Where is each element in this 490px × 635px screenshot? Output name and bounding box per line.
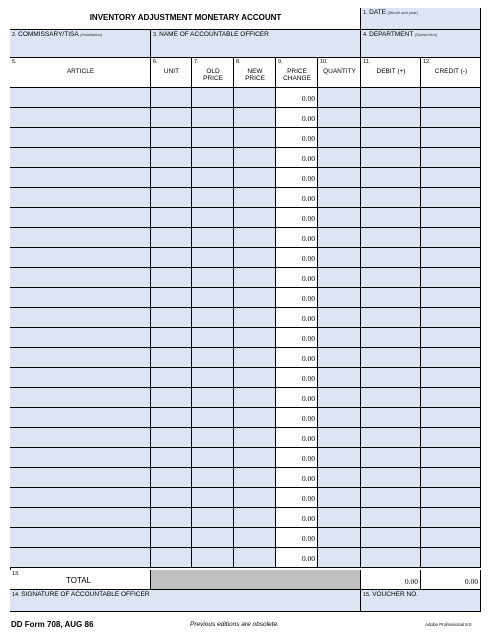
column-label: QUANTITY [323, 68, 356, 75]
price-change-cell [276, 208, 318, 228]
table-cell[interactable] [318, 228, 361, 248]
price-change-value: 0.00 [301, 354, 315, 363]
table-cell[interactable] [10, 308, 151, 328]
table-cell[interactable] [318, 388, 361, 408]
price-change-value: 0.00 [301, 414, 315, 423]
table-cell[interactable] [361, 128, 421, 148]
table-cell[interactable] [421, 348, 481, 368]
form-id: DD Form 708, AUG 86 [11, 620, 94, 629]
table-cell[interactable] [234, 188, 276, 208]
table-cell[interactable] [318, 288, 361, 308]
table-cell[interactable] [318, 488, 361, 508]
table-cell[interactable] [421, 408, 481, 428]
department-field[interactable] [361, 30, 481, 58]
table-cell[interactable] [192, 168, 234, 188]
column-number: 11. [363, 59, 371, 65]
signature-field[interactable] [10, 590, 361, 612]
price-change-cell [276, 508, 318, 528]
price-change-value: 0.00 [301, 474, 315, 483]
table-cell[interactable] [318, 188, 361, 208]
column-number: 12. [423, 59, 431, 65]
price-change-value: 0.00 [301, 494, 315, 503]
table-cell[interactable] [10, 268, 151, 288]
table-cell[interactable] [361, 448, 421, 468]
table-cell[interactable] [361, 388, 421, 408]
table-cell[interactable] [192, 208, 234, 228]
table-cell[interactable] [234, 488, 276, 508]
column-header [10, 58, 151, 88]
table-cell[interactable] [151, 348, 192, 368]
table-cell[interactable] [361, 108, 421, 128]
price-change-value: 0.00 [301, 314, 315, 323]
table-cell[interactable] [10, 108, 151, 128]
table-cell[interactable] [318, 168, 361, 188]
price-change-cell [276, 108, 318, 128]
table-cell[interactable] [318, 88, 361, 108]
table-cell[interactable] [192, 148, 234, 168]
price-change-cell [276, 368, 318, 388]
table-cell[interactable] [361, 348, 421, 368]
price-change-cell [276, 268, 318, 288]
table-cell[interactable] [421, 188, 481, 208]
table-cell[interactable] [361, 288, 421, 308]
column-number: 5. [12, 59, 17, 65]
table-cell[interactable] [10, 368, 151, 388]
table-cell[interactable] [234, 288, 276, 308]
table-cell[interactable] [192, 348, 234, 368]
table-cell[interactable] [151, 428, 192, 448]
table-cell[interactable] [234, 528, 276, 548]
table-cell[interactable] [192, 468, 234, 488]
table-cell[interactable] [10, 508, 151, 528]
table-cell[interactable] [361, 368, 421, 388]
table-cell[interactable] [192, 488, 234, 508]
department-num: 4. [363, 32, 368, 38]
table-cell[interactable] [151, 168, 192, 188]
table-cell[interactable] [10, 408, 151, 428]
price-change-value: 0.00 [301, 254, 315, 263]
table-cell[interactable] [361, 528, 421, 548]
price-change-value: 0.00 [301, 374, 315, 383]
table-cell[interactable] [234, 348, 276, 368]
table-cell[interactable] [192, 108, 234, 128]
table-cell[interactable] [421, 288, 481, 308]
column-header [192, 58, 234, 88]
column-label: NEW PRICE [245, 68, 265, 82]
voucher-num: 15. [363, 592, 371, 598]
date-hint: (Month and year) [387, 10, 418, 15]
table-cell[interactable] [192, 328, 234, 348]
table-cell[interactable] [421, 368, 481, 388]
total-label-cell [10, 570, 151, 590]
table-cell[interactable] [151, 388, 192, 408]
table-cell[interactable] [421, 268, 481, 288]
table-cell[interactable] [361, 148, 421, 168]
table-cell[interactable] [192, 248, 234, 268]
table-cell[interactable] [192, 428, 234, 448]
table-cell[interactable] [421, 88, 481, 108]
table-cell[interactable] [318, 508, 361, 528]
table-cell[interactable] [192, 88, 234, 108]
total-credit-cell [421, 570, 481, 590]
price-change-value: 0.00 [301, 194, 315, 203]
price-change-cell [276, 328, 318, 348]
table-cell[interactable] [318, 368, 361, 388]
table-cell[interactable] [151, 188, 192, 208]
column-header [276, 58, 318, 88]
table-cell[interactable] [318, 248, 361, 268]
table-cell[interactable] [151, 368, 192, 388]
table-cell[interactable] [10, 328, 151, 348]
table-cell[interactable] [151, 508, 192, 528]
price-change-value: 0.00 [301, 94, 315, 103]
table-cell[interactable] [234, 328, 276, 348]
commissary-num: 2. [12, 32, 17, 38]
table-cell[interactable] [192, 228, 234, 248]
voucher-label: VOUCHER NO. [372, 591, 419, 598]
column-label: CREDIT (-) [434, 68, 468, 75]
table-cell[interactable] [192, 288, 234, 308]
table-cell[interactable] [192, 528, 234, 548]
table-cell[interactable] [10, 528, 151, 548]
table-cell[interactable] [10, 208, 151, 228]
table-cell[interactable] [10, 488, 151, 508]
price-change-cell [276, 428, 318, 448]
total-num: 13. [12, 571, 20, 577]
table-cell[interactable] [318, 308, 361, 328]
table-cell[interactable] [318, 548, 361, 568]
table-cell[interactable] [234, 368, 276, 388]
signature-num: 14. [12, 592, 20, 598]
price-change-cell [276, 168, 318, 188]
commissary-label: COMMISSARY/TISA [18, 31, 79, 38]
table-cell[interactable] [234, 308, 276, 328]
table-cell[interactable] [151, 328, 192, 348]
table-cell[interactable] [234, 448, 276, 468]
table-cell[interactable] [421, 388, 481, 408]
table-cell[interactable] [421, 488, 481, 508]
software-note: Adobe Professional 8.0 [425, 622, 472, 627]
table-cell[interactable] [318, 468, 361, 488]
table-cell[interactable] [361, 208, 421, 228]
price-change-value: 0.00 [301, 214, 315, 223]
table-cell[interactable] [421, 168, 481, 188]
table-cell[interactable] [421, 508, 481, 528]
table-cell[interactable] [10, 88, 151, 108]
table-cell[interactable] [234, 248, 276, 268]
table-cell[interactable] [421, 128, 481, 148]
table-cell[interactable] [361, 308, 421, 328]
price-change-value: 0.00 [301, 554, 315, 563]
column-label: PRICE CHANGE [283, 68, 311, 82]
table-cell[interactable] [151, 308, 192, 328]
signature-label: SIGNATURE OF ACCOUNTABLE OFFICER [21, 591, 150, 598]
total-debit: 0.00 [404, 577, 418, 586]
column-header [151, 58, 192, 88]
table-cell[interactable] [421, 528, 481, 548]
total-label: TOTAL [66, 576, 92, 585]
table-cell[interactable] [10, 428, 151, 448]
price-change-cell [276, 488, 318, 508]
table-cell[interactable] [318, 128, 361, 148]
table-cell[interactable] [361, 468, 421, 488]
table-cell[interactable] [234, 148, 276, 168]
table-cell[interactable] [151, 128, 192, 148]
table-cell[interactable] [318, 148, 361, 168]
price-change-value: 0.00 [301, 434, 315, 443]
price-change-value: 0.00 [301, 234, 315, 243]
table-cell[interactable] [10, 448, 151, 468]
table-cell[interactable] [192, 408, 234, 428]
price-change-cell [276, 408, 318, 428]
price-change-cell [276, 388, 318, 408]
price-change-cell [276, 548, 318, 568]
table-cell[interactable] [361, 508, 421, 528]
officer-name-field[interactable] [151, 30, 361, 58]
price-change-value: 0.00 [301, 274, 315, 283]
table-cell[interactable] [234, 428, 276, 448]
table-cell[interactable] [234, 548, 276, 568]
table-cell[interactable] [10, 188, 151, 208]
table-cell[interactable] [361, 328, 421, 348]
table-cell[interactable] [361, 488, 421, 508]
column-number: 6. [153, 59, 158, 65]
table-cell[interactable] [10, 248, 151, 268]
column-header [318, 58, 361, 88]
table-cell[interactable] [10, 348, 151, 368]
price-change-value: 0.00 [301, 294, 315, 303]
table-cell[interactable] [151, 448, 192, 468]
table-cell[interactable] [234, 128, 276, 148]
table-cell[interactable] [318, 528, 361, 548]
table-cell[interactable] [10, 148, 151, 168]
column-label: UNIT [163, 68, 180, 75]
table-cell[interactable] [192, 508, 234, 528]
table-cell[interactable] [318, 348, 361, 368]
table-cell[interactable] [151, 468, 192, 488]
price-change-cell [276, 288, 318, 308]
date-field[interactable] [361, 8, 481, 30]
table-cell[interactable] [151, 208, 192, 228]
table-cell[interactable] [234, 468, 276, 488]
table-cell[interactable] [192, 268, 234, 288]
table-cell[interactable] [151, 488, 192, 508]
table-cell[interactable] [151, 548, 192, 568]
table-cell[interactable] [318, 108, 361, 128]
table-cell[interactable] [421, 468, 481, 488]
officer-num: 3. [153, 32, 158, 38]
table-cell[interactable] [421, 448, 481, 468]
table-cell[interactable] [10, 468, 151, 488]
table-cell[interactable] [361, 188, 421, 208]
table-cell[interactable] [192, 128, 234, 148]
date-num: 1. [363, 10, 368, 16]
date-label: DATE [369, 9, 386, 16]
table-cell[interactable] [151, 108, 192, 128]
table-cell[interactable] [318, 208, 361, 228]
table-cell[interactable] [151, 268, 192, 288]
table-cell[interactable] [234, 208, 276, 228]
table-cell[interactable] [192, 388, 234, 408]
table-cell[interactable] [151, 248, 192, 268]
table-cell[interactable] [234, 88, 276, 108]
table-cell[interactable] [10, 228, 151, 248]
column-header [234, 58, 276, 88]
table-cell[interactable] [421, 108, 481, 128]
table-cell[interactable] [421, 148, 481, 168]
table-cell[interactable] [318, 448, 361, 468]
table-cell[interactable] [421, 328, 481, 348]
price-change-value: 0.00 [301, 134, 315, 143]
price-change-value: 0.00 [301, 454, 315, 463]
price-change-cell [276, 448, 318, 468]
table-cell[interactable] [151, 528, 192, 548]
table-cell[interactable] [421, 208, 481, 228]
total-debit-cell [361, 570, 421, 590]
column-label: DEBIT (+) [376, 68, 406, 75]
commissary-hint: (Installation) [80, 32, 103, 37]
table-cell[interactable] [234, 268, 276, 288]
price-change-cell [276, 248, 318, 268]
price-change-cell [276, 128, 318, 148]
price-change-cell [276, 88, 318, 108]
table-cell[interactable] [10, 128, 151, 148]
department-label: DEPARTMENT [369, 31, 414, 38]
commissary-field[interactable] [10, 30, 151, 58]
table-cell[interactable] [151, 148, 192, 168]
table-cell[interactable] [421, 308, 481, 328]
title-cell [10, 8, 361, 30]
column-label: OLD PRICE [203, 68, 223, 82]
column-number: 9. [278, 59, 283, 65]
column-number: 10. [320, 59, 328, 65]
table-cell[interactable] [361, 428, 421, 448]
table-cell[interactable] [421, 228, 481, 248]
table-cell[interactable] [234, 108, 276, 128]
table-cell[interactable] [234, 168, 276, 188]
column-label: ARTICLE [66, 68, 95, 75]
price-change-value: 0.00 [301, 114, 315, 123]
table-cell[interactable] [192, 368, 234, 388]
column-header [361, 58, 421, 88]
table-cell[interactable] [361, 408, 421, 428]
price-change-cell [276, 468, 318, 488]
table-cell[interactable] [192, 188, 234, 208]
table-cell[interactable] [421, 548, 481, 568]
price-change-cell [276, 348, 318, 368]
price-change-value: 0.00 [301, 534, 315, 543]
table-cell[interactable] [192, 448, 234, 468]
table-cell[interactable] [318, 408, 361, 428]
table-cell[interactable] [361, 548, 421, 568]
table-cell[interactable] [151, 88, 192, 108]
price-change-cell [276, 228, 318, 248]
table-cell[interactable] [192, 548, 234, 568]
price-change-value: 0.00 [301, 514, 315, 523]
table-cell[interactable] [234, 508, 276, 528]
table-cell[interactable] [318, 328, 361, 348]
table-cell[interactable] [361, 268, 421, 288]
price-change-value: 0.00 [301, 334, 315, 343]
total-credit: 0.00 [464, 577, 478, 586]
table-cell[interactable] [10, 168, 151, 188]
obsolete-note: Previous editions are obsolete. [190, 621, 279, 628]
table-cell[interactable] [234, 388, 276, 408]
table-cell[interactable] [151, 228, 192, 248]
total-grey-cell [151, 570, 361, 590]
table-cell[interactable] [361, 168, 421, 188]
table-cell[interactable] [361, 88, 421, 108]
table-cell[interactable] [318, 428, 361, 448]
table-cell[interactable] [10, 288, 151, 308]
price-change-value: 0.00 [301, 154, 315, 163]
price-change-cell [276, 308, 318, 328]
column-number: 7. [194, 59, 199, 65]
table-cell[interactable] [361, 248, 421, 268]
table-cell[interactable] [10, 548, 151, 568]
voucher-field[interactable] [361, 590, 481, 612]
table-cell[interactable] [318, 268, 361, 288]
price-change-cell [276, 528, 318, 548]
table-cell[interactable] [10, 388, 151, 408]
table-cell[interactable] [192, 308, 234, 328]
table-cell[interactable] [361, 228, 421, 248]
table-cell[interactable] [421, 428, 481, 448]
table-cell[interactable] [234, 228, 276, 248]
form-title: INVENTORY ADJUSTMENT MONETARY ACCOUNT [89, 13, 282, 22]
column-number: 8. [236, 59, 241, 65]
price-change-value: 0.00 [301, 174, 315, 183]
table-cell[interactable] [151, 288, 192, 308]
table-cell[interactable] [234, 408, 276, 428]
officer-label: NAME OF ACCOUNTABLE OFFICER [159, 31, 269, 38]
table-cell[interactable] [151, 408, 192, 428]
price-change-value: 0.00 [301, 394, 315, 403]
table-cell[interactable] [421, 248, 481, 268]
department-hint: (Subsection) [414, 32, 438, 37]
price-change-cell [276, 188, 318, 208]
column-header [421, 58, 481, 88]
price-change-cell [276, 148, 318, 168]
